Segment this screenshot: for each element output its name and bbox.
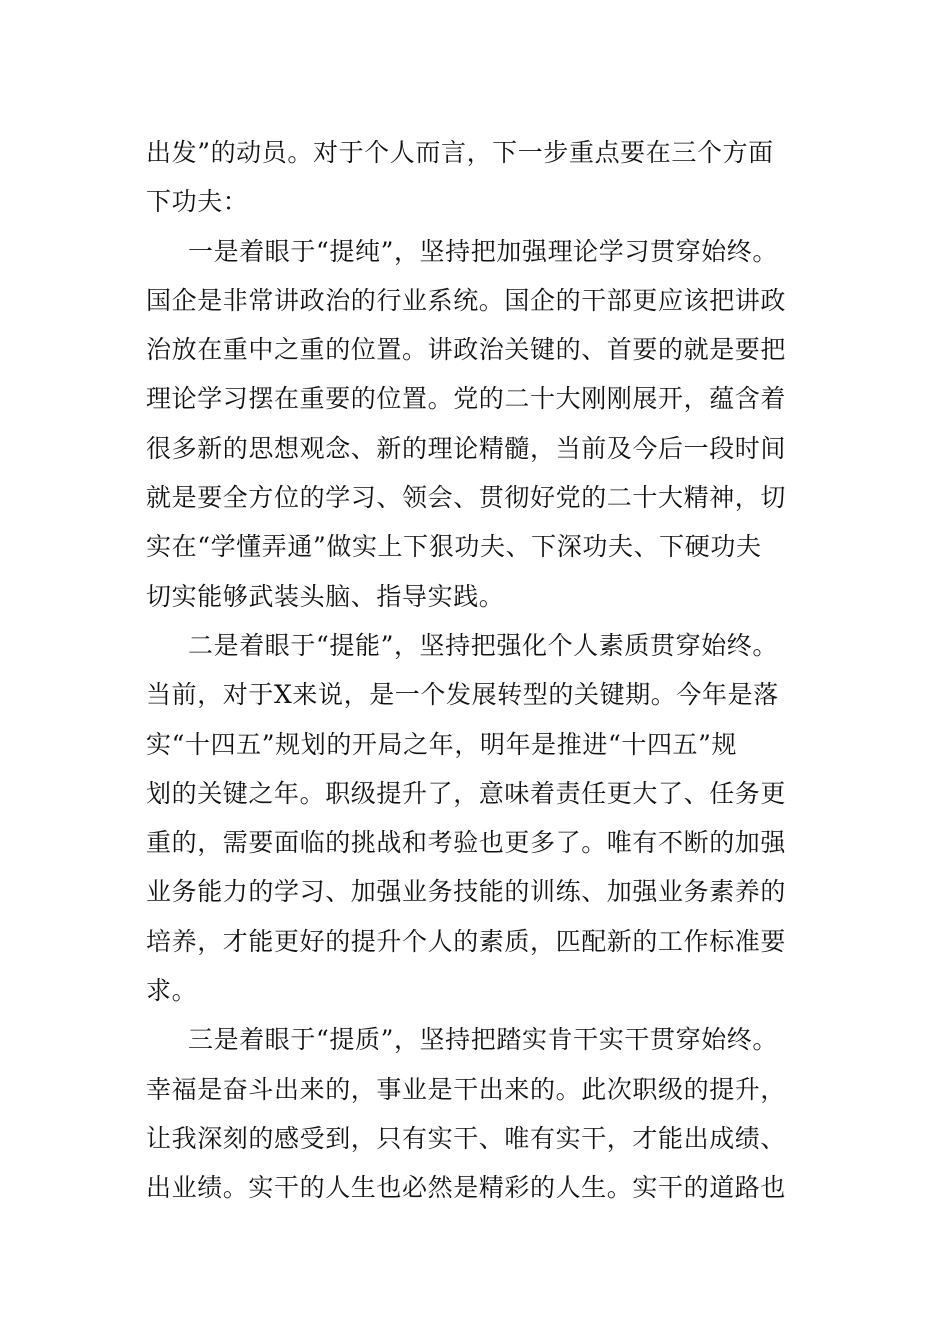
text-line: 治放在重中之重的位置。讲政治关键的、首要的就是要把: [146, 335, 787, 365]
text-line: 当前，对于X来说，是一个发展转型的关键期。今年是落: [146, 680, 779, 710]
text-line: 划的关键之年。职级提升了，意味着责任更大了、任务更: [146, 778, 787, 808]
text-line: 切实能够武装头脑、指导实践。: [146, 581, 505, 611]
text-line: 出发”的动员。对于个人而言，下一步重点要在三个方面: [146, 138, 774, 167]
text-line: 很多新的思想观念、新的理论精髓，当前及今后一段时间: [146, 433, 787, 463]
text-line: 国企是非常讲政治的行业系统。国企的干部更应该把讲政: [146, 285, 787, 315]
paragraph-heading-line: 一是着眼于“提纯”，坚持把加强理论学习贯穿始终。: [188, 236, 778, 266]
text-line: 业务能力的学习、加强业务技能的训练、加强业务素养的: [146, 877, 787, 907]
text-line: 重的，需要面临的挑战和考验也更多了。唯有不断的加强: [146, 828, 787, 858]
text-line: 求。: [146, 976, 198, 1006]
text-line: 理论学习摆在重要的位置。党的二十大刚刚展开，蕴含着: [146, 384, 787, 414]
text-line: 实“十四五”规划的开局之年，明年是推进“十四五”规: [146, 729, 738, 759]
text-line: 就是要全方位的学习、领会、贯彻好党的二十大精神，切: [146, 483, 787, 513]
text-line: 实在“学懂弄通”做实上下狠功夫、下深功夫、下硬功夫: [146, 532, 762, 562]
paragraph-heading-line: 二是着眼于“提能”，坚持把强化个人素质贯穿始终。: [188, 630, 778, 660]
text-line: 幸福是奋斗出来的，事业是干出来的。此次职级的提升，: [146, 1074, 787, 1104]
text-line: 培养，才能更好的提升个人的素质，匹配新的工作标准要: [146, 926, 787, 956]
text-line: 下功夫：: [146, 187, 249, 217]
text-line: 出业绩。实干的人生也必然是精彩的人生。实干的道路也: [146, 1173, 787, 1203]
text-line: 让我深刻的感受到，只有实干、唯有实干，才能出成绩、: [146, 1123, 787, 1153]
document-body: [146, 128, 808, 1213]
paragraph-heading-line: 三是着眼于“提质”，坚持把踏实肯干实干贯穿始终。: [188, 1025, 778, 1055]
